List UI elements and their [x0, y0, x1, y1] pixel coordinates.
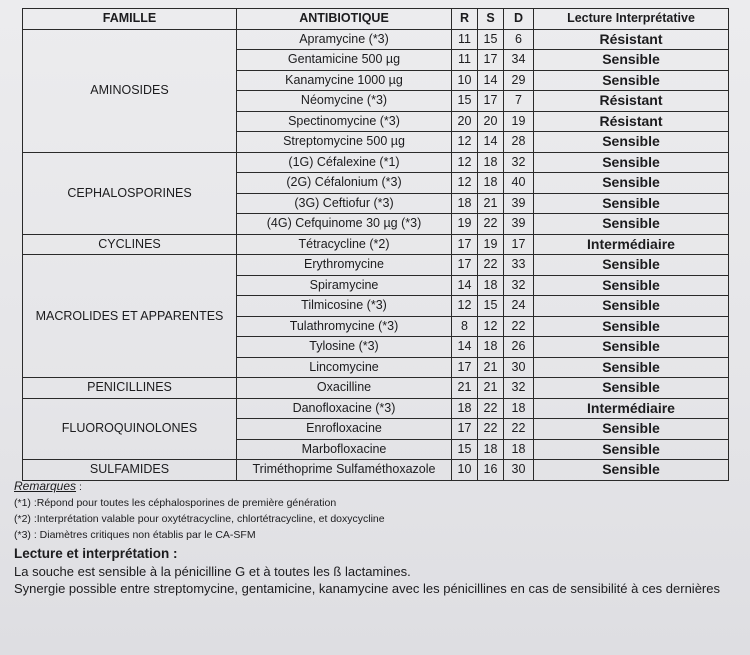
antibiotic-cell: Streptomycine 500 µg: [237, 132, 452, 153]
antibiotic-cell: Triméthoprime Sulfaméthoxazole: [237, 460, 452, 481]
d-cell: 32: [504, 378, 534, 399]
d-cell: 19: [504, 111, 534, 132]
d-cell: 32: [504, 275, 534, 296]
r-cell: 12: [452, 152, 478, 173]
lecture-cell: Sensible: [534, 337, 729, 358]
family-cell: FLUOROQUINOLONES: [23, 398, 237, 460]
r-cell: 18: [452, 398, 478, 419]
s-cell: 19: [478, 234, 504, 255]
r-cell: 14: [452, 337, 478, 358]
d-cell: 30: [504, 460, 534, 481]
antibiotic-cell: Lincomycine: [237, 357, 452, 378]
antibiotic-cell: Danofloxacine (*3): [237, 398, 452, 419]
lecture-cell: Sensible: [534, 460, 729, 481]
remark-note-3: (*3) : Diamètres critiques non établis par le CA-SFM: [14, 529, 256, 541]
r-cell: 20: [452, 111, 478, 132]
d-cell: 7: [504, 91, 534, 112]
remarks-title: Remarques: [14, 479, 77, 493]
remark-note-2: (*2) :Interprétation valable pour oxytétracycline, chlortétracycline, et doxycycline: [14, 513, 385, 525]
lecture-cell: Intermédiaire: [534, 234, 729, 255]
lecture-cell: Résistant: [534, 29, 729, 50]
lecture-paragraph-1: La souche est sensible à la pénicilline G et à toutes les ß lactamines.: [14, 564, 411, 579]
r-cell: 11: [452, 50, 478, 71]
table-header-row: [23, 9, 729, 30]
lecture-cell: Sensible: [534, 173, 729, 194]
table-body: [23, 29, 729, 480]
table-row: [23, 234, 729, 255]
antibiotic-cell: (2G) Céfalonium (*3): [237, 173, 452, 194]
antibiotic-cell: Enrofloxacine: [237, 419, 452, 440]
antibiotic-cell: Néomycine (*3): [237, 91, 452, 112]
s-cell: 21: [478, 357, 504, 378]
s-cell: 21: [478, 193, 504, 214]
lecture-cell: Sensible: [534, 275, 729, 296]
antibiogram-table: [22, 8, 729, 481]
d-cell: 18: [504, 439, 534, 460]
r-cell: 10: [452, 460, 478, 481]
r-cell: 19: [452, 214, 478, 235]
antibiotic-cell: Oxacilline: [237, 378, 452, 399]
s-cell: 18: [478, 337, 504, 358]
remarks-title-suffix: :: [76, 481, 82, 493]
r-cell: 12: [452, 173, 478, 194]
family-cell: PENICILLINES: [23, 378, 237, 399]
family-cell: CEPHALOSPORINES: [23, 152, 237, 234]
lecture-cell: Sensible: [534, 50, 729, 71]
lecture-paragraph-2: Synergie possible entre streptomycine, gentamicine, kanamycine avec les pénicillines en cas de sensibilité à ces dernières: [14, 581, 720, 596]
antibiotic-cell: (3G) Ceftiofur (*3): [237, 193, 452, 214]
d-cell: 34: [504, 50, 534, 71]
family-cell: SULFAMIDES: [23, 460, 237, 481]
lecture-cell: Sensible: [534, 357, 729, 378]
lecture-cell: Sensible: [534, 132, 729, 153]
table-row: [23, 460, 729, 481]
antibiotic-cell: Marbofloxacine: [237, 439, 452, 460]
lecture-cell: Sensible: [534, 214, 729, 235]
header-lecture: Lecture Interprétative: [534, 9, 729, 30]
antibiotic-cell: Tylosine (*3): [237, 337, 452, 358]
antibiotic-cell: Apramycine (*3): [237, 29, 452, 50]
d-cell: 6: [504, 29, 534, 50]
d-cell: 39: [504, 193, 534, 214]
antibiotic-cell: Tétracycline (*2): [237, 234, 452, 255]
s-cell: 22: [478, 398, 504, 419]
s-cell: 15: [478, 296, 504, 317]
d-cell: 17: [504, 234, 534, 255]
family-cell: AMINOSIDES: [23, 29, 237, 152]
antibiotic-cell: Tilmicosine (*3): [237, 296, 452, 317]
family-cell: CYCLINES: [23, 234, 237, 255]
r-cell: 17: [452, 357, 478, 378]
antibiotic-cell: Erythromycine: [237, 255, 452, 276]
s-cell: 18: [478, 152, 504, 173]
s-cell: 18: [478, 275, 504, 296]
lecture-cell: Sensible: [534, 152, 729, 173]
r-cell: 18: [452, 193, 478, 214]
table-row: [23, 152, 729, 173]
d-cell: 28: [504, 132, 534, 153]
lecture-cell: Sensible: [534, 316, 729, 337]
header-antibiotique: ANTIBIOTIQUE: [237, 9, 452, 30]
lecture-cell: Sensible: [534, 193, 729, 214]
s-cell: 22: [478, 214, 504, 235]
s-cell: 18: [478, 173, 504, 194]
d-cell: 26: [504, 337, 534, 358]
d-cell: 39: [504, 214, 534, 235]
lecture-cell: Sensible: [534, 296, 729, 317]
d-cell: 32: [504, 152, 534, 173]
r-cell: 15: [452, 91, 478, 112]
lecture-cell: Sensible: [534, 439, 729, 460]
r-cell: 14: [452, 275, 478, 296]
lecture-cell: Résistant: [534, 91, 729, 112]
r-cell: 10: [452, 70, 478, 91]
r-cell: 15: [452, 439, 478, 460]
s-cell: 12: [478, 316, 504, 337]
lecture-cell: Sensible: [534, 378, 729, 399]
d-cell: 22: [504, 419, 534, 440]
header-s: S: [478, 9, 504, 30]
table-row: [23, 378, 729, 399]
lecture-cell: Sensible: [534, 255, 729, 276]
lecture-cell: Résistant: [534, 111, 729, 132]
lecture-cell: Sensible: [534, 419, 729, 440]
r-cell: 17: [452, 255, 478, 276]
r-cell: 17: [452, 419, 478, 440]
antibiotic-cell: Spiramycine: [237, 275, 452, 296]
s-cell: 21: [478, 378, 504, 399]
r-cell: 12: [452, 132, 478, 153]
header-r: R: [452, 9, 478, 30]
s-cell: 17: [478, 91, 504, 112]
table-row: [23, 255, 729, 276]
s-cell: 14: [478, 132, 504, 153]
table-row: [23, 29, 729, 50]
d-cell: 29: [504, 70, 534, 91]
antibiotic-cell: Kanamycine 1000 µg: [237, 70, 452, 91]
remarks-heading: [14, 478, 734, 495]
header-famille: FAMILLE: [23, 9, 237, 30]
lecture-title: Lecture et interprétation :: [14, 546, 178, 561]
s-cell: 14: [478, 70, 504, 91]
header-d: D: [504, 9, 534, 30]
s-cell: 18: [478, 439, 504, 460]
lecture-cell: Intermédiaire: [534, 398, 729, 419]
s-cell: 17: [478, 50, 504, 71]
s-cell: 15: [478, 29, 504, 50]
antibiotic-cell: Gentamicine 500 µg: [237, 50, 452, 71]
r-cell: 11: [452, 29, 478, 50]
antibiotic-cell: (1G) Céfalexine (*1): [237, 152, 452, 173]
r-cell: 21: [452, 378, 478, 399]
d-cell: 30: [504, 357, 534, 378]
s-cell: 22: [478, 419, 504, 440]
s-cell: 22: [478, 255, 504, 276]
d-cell: 40: [504, 173, 534, 194]
r-cell: 12: [452, 296, 478, 317]
remarks-section: [14, 478, 734, 597]
s-cell: 20: [478, 111, 504, 132]
d-cell: 24: [504, 296, 534, 317]
antibiotic-cell: Spectinomycine (*3): [237, 111, 452, 132]
table-row: [23, 398, 729, 419]
r-cell: 17: [452, 234, 478, 255]
remark-note-1: (*1) :Répond pour toutes les céphalosporines de première génération: [14, 497, 337, 509]
d-cell: 33: [504, 255, 534, 276]
family-cell: MACROLIDES ET APPARENTES: [23, 255, 237, 378]
s-cell: 16: [478, 460, 504, 481]
antibiotic-cell: (4G) Cefquinome 30 µg (*3): [237, 214, 452, 235]
d-cell: 22: [504, 316, 534, 337]
d-cell: 18: [504, 398, 534, 419]
antibiotic-cell: Tulathromycine (*3): [237, 316, 452, 337]
lecture-cell: Sensible: [534, 70, 729, 91]
r-cell: 8: [452, 316, 478, 337]
